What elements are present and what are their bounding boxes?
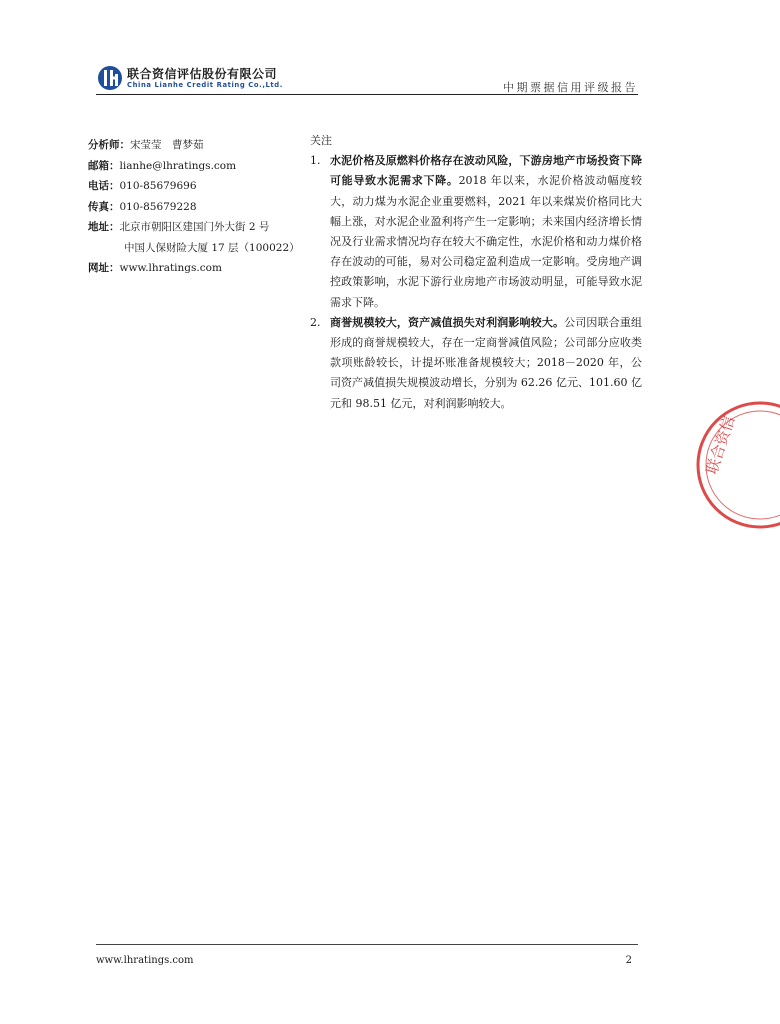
fax-row [88,197,300,218]
concerns-title: 关注 [310,134,332,147]
address-row-2 [88,238,300,259]
page-number: 2 [625,955,632,966]
fax-label: 传真： [88,200,120,213]
email-label: 邮箱： [88,159,120,172]
phone-row [88,176,300,197]
analyst-row [88,135,300,156]
phone-label: 电话： [88,180,120,192]
analyst-label: 分析师： [88,139,130,151]
address-line-1: 北京市朝阳区建国门外大街 2 号 [119,221,270,233]
lianhe-logo-icon [97,65,123,91]
email-value[interactable]: lianhe@lhratings.com [119,159,237,172]
website-row [88,258,300,279]
concern-heading: 水泥价格及原燃料价格存在波动风险，下游房地产市场投资下降可能导致水泥需求下降。 [330,154,642,188]
logo-company-name-en: China Lianhe Credit Rating Co.,Ltd. [127,81,283,89]
concern-text: 2018 年以来，水泥价格波动幅度较大，动力煤为水泥企业重要燃料，2021 年以来煤炭价格同比大幅上涨，对水泥企业盈利将产生一定影响；未来国内经济增长情况及行业需求情况均存在较大不确定性，水泥价格和动力煤价格存在波动的可能，易对公司稳定盈利造成一定影响。受房地产调控政策影响，水泥下游行业房地产市场波动明显，可能导致水泥需求下降。 [330,174,642,309]
concerns-section [310,131,642,414]
email-row [88,156,300,177]
concern-number: 2. [310,315,321,329]
footer-divider [96,944,638,945]
header-divider [96,94,638,95]
fax-value: 010-85679228 [119,200,197,213]
website-label: 网址： [88,262,120,274]
company-logo [97,64,297,94]
website-value[interactable]: www.lhratings.com [119,262,222,274]
concern-number: 1. [310,154,321,168]
concern-heading: 商誉规模较大，资产减值损失对利润影响较大。 [330,315,565,329]
concern-text: 公司因联合重组形成的商誉规模较大，存在一定商誉减值风险；公司部分应收类款项账龄较长，计提坏账准备规模较大；2018－2020 年，公司资产减值损失规模波动增长，分别为 62.26 亿元、101.60 亿元和 98.51 亿元，对利润影响较大。 [330,315,643,410]
address-line-2: 中国人保财险大厦 17 层（100022） [124,241,300,254]
contact-block [88,135,300,279]
address-label: 地址： [88,221,120,233]
analyst-value: 宋莹莹 曹梦茹 [130,139,204,151]
concern-item-2 [310,313,642,414]
company-seal-stamp [690,395,780,535]
logo-company-name-cn: 联合资信评估股份有限公司 [127,67,278,81]
address-row [88,217,300,238]
concern-item-1 [310,151,642,313]
phone-value: 010-85679696 [119,180,197,192]
report-title: 中期票据信用评级报告 [503,81,638,94]
footer-website[interactable]: www.lhratings.com [96,955,194,966]
svg-text:联合资信: 联合资信 [702,413,739,477]
